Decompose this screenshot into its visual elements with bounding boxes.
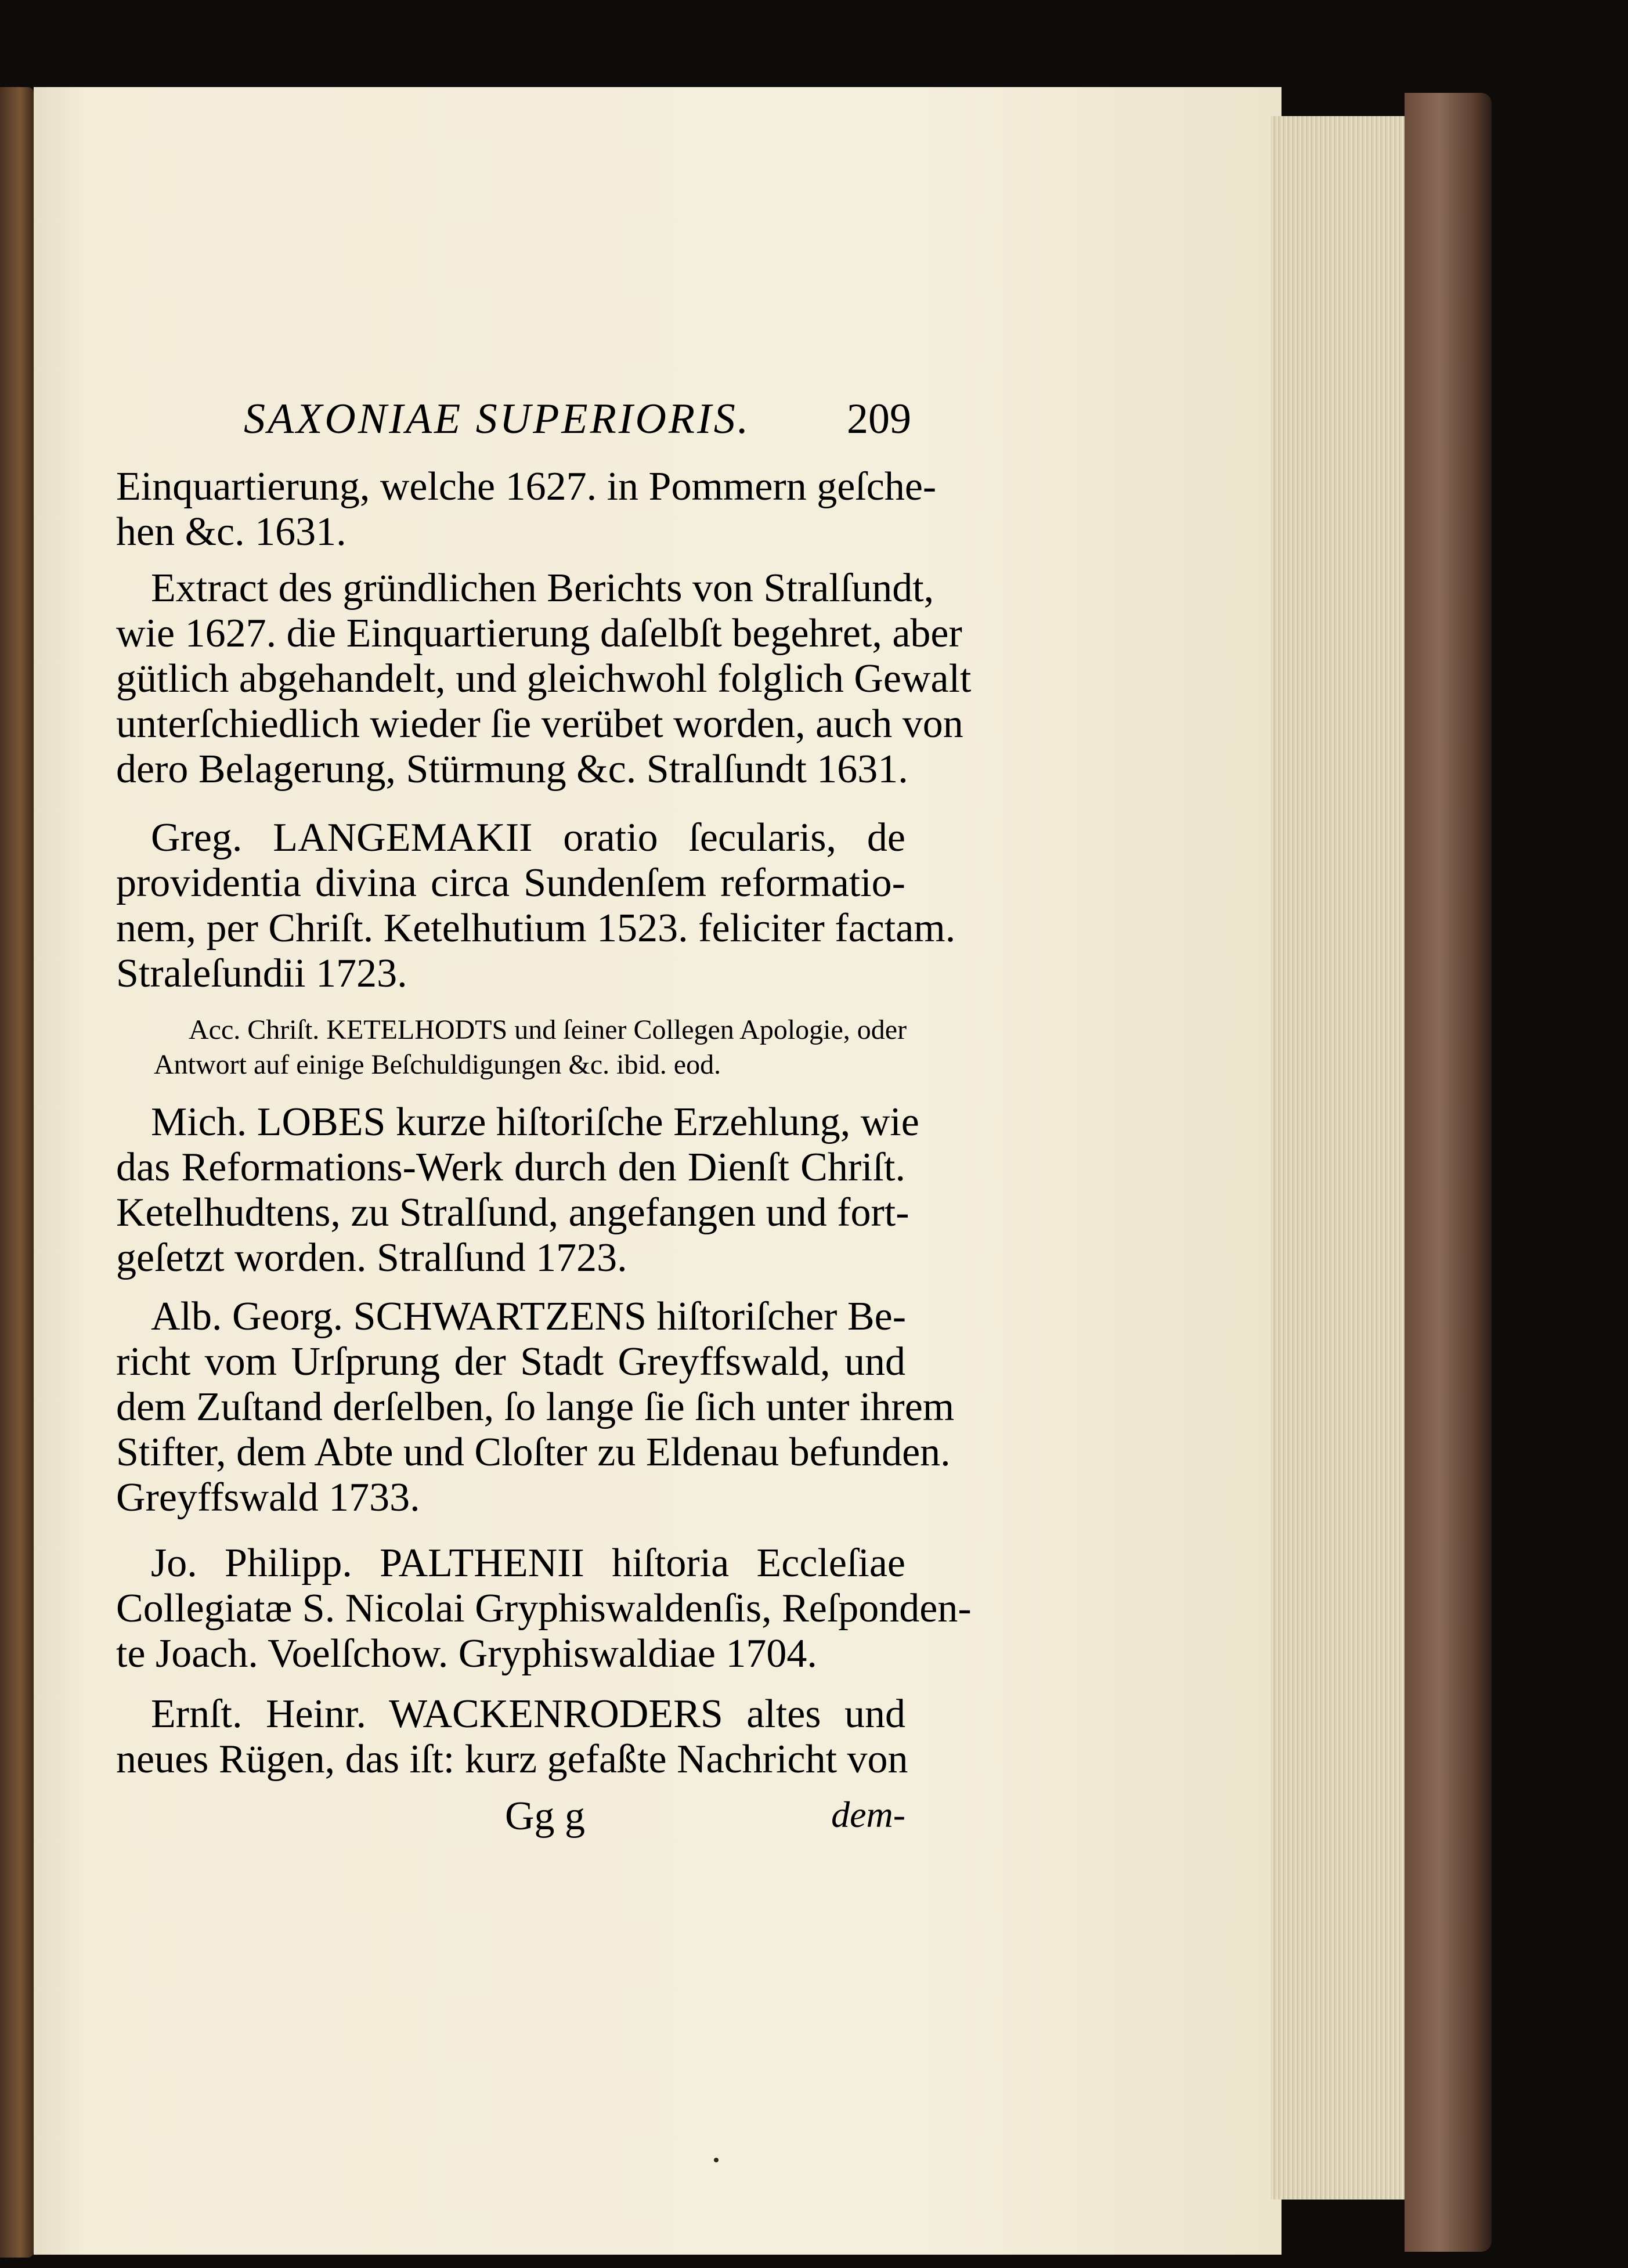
entry-line: providentia divina circa Sundenſem reformatio- [116, 861, 905, 905]
entry-4 [116, 1100, 919, 1281]
ink-speck [714, 2158, 719, 2162]
entry-line: hen &c. 1631. [116, 510, 346, 554]
entry-line: unterſchiedlich wieder ſie verübet worden, auch von [116, 702, 963, 746]
entry-line: Einquartierung, welche 1627. in Pommern geſche- [116, 464, 937, 509]
back-cover [1405, 93, 1492, 2252]
entry-6 [116, 1541, 972, 1677]
entry-line: Greg. LANGEMAKII oratio ſecularis, de [151, 815, 905, 860]
entry-line: dero Belagerung, Stürmung &c. Stralſundt 1631. [116, 747, 908, 792]
entry-line: wie 1627. die Einquartierung daſelbſt begehret, aber [116, 611, 962, 656]
catchword: dem- [831, 1794, 905, 1835]
entry-1 [116, 464, 937, 555]
left-cover [0, 87, 34, 2258]
entry-line: Alb. Georg. SCHWARTZENS hiſtoriſcher Be- [151, 1294, 907, 1339]
running-header [244, 395, 911, 444]
entry-line: Straleſundii 1723. [116, 951, 407, 996]
note-line: Acc. Chriſt. KETELHODTS und ſeiner Collegen Apologie, oder [189, 1014, 907, 1045]
signature-mark: Gg g [505, 1794, 586, 1839]
entry-line: Collegiatæ S. Nicolai Gryphiswaldenſis, Reſponden- [116, 1586, 972, 1631]
note-block [154, 1013, 907, 1082]
entry-line: Ernſt. Heinr. WACKENRODERS altes und [151, 1692, 905, 1736]
entry-5 [116, 1294, 955, 1521]
entry-line: richt vom Urſprung der Stadt Greyffswald, und [116, 1339, 905, 1384]
entry-3 [116, 815, 956, 996]
entry-line: dem Zuſtand derſelben, ſo lange ſie ſich unter ihrem [116, 1385, 955, 1429]
entry-line: neues Rügen, das iſt: kurz gefaßte Nachricht von [116, 1737, 908, 1782]
entry-line: Extract des gründlichen Berichts von Stralſundt, [151, 566, 934, 611]
page-edges [1271, 116, 1405, 2200]
entry-line: Stifter, dem Abte und Cloſter zu Eldenau befunden. [116, 1430, 951, 1475]
entry-line: Mich. LOBES kurze hiſtoriſche Erzehlung, wie [151, 1100, 919, 1144]
entry-line: das Reformations-Werk durch den Dienſt Chriſt. [116, 1145, 905, 1190]
entry-line: te Joach. Voelſchow. Gryphiswaldiae 1704. [116, 1631, 817, 1676]
header-title: SAXONIAE SUPERIORIS. [244, 395, 751, 443]
entry-line: Jo. Philipp. PALTHENII hiſtoria Eccleſiae [151, 1541, 905, 1586]
entry-line: gütlich abgehandelt, und gleichwohl folglich Gewalt [116, 656, 972, 701]
entry-2 [116, 566, 972, 792]
entry-line: geſetzt worden. Stralſund 1723. [116, 1236, 627, 1280]
note-line: Antwort auf einige Beſchuldigungen &c. ibid. eod. [154, 1049, 721, 1080]
page-number: 209 [847, 395, 911, 443]
entry-7 [116, 1692, 908, 1782]
entry-line: Ketelhudtens, zu Stralſund, angefangen und fort- [116, 1190, 909, 1235]
entry-line: nem, per Chriſt. Ketelhutium 1523. feliciter factam. [116, 906, 956, 951]
entry-line: Greyffswald 1733. [116, 1475, 420, 1520]
